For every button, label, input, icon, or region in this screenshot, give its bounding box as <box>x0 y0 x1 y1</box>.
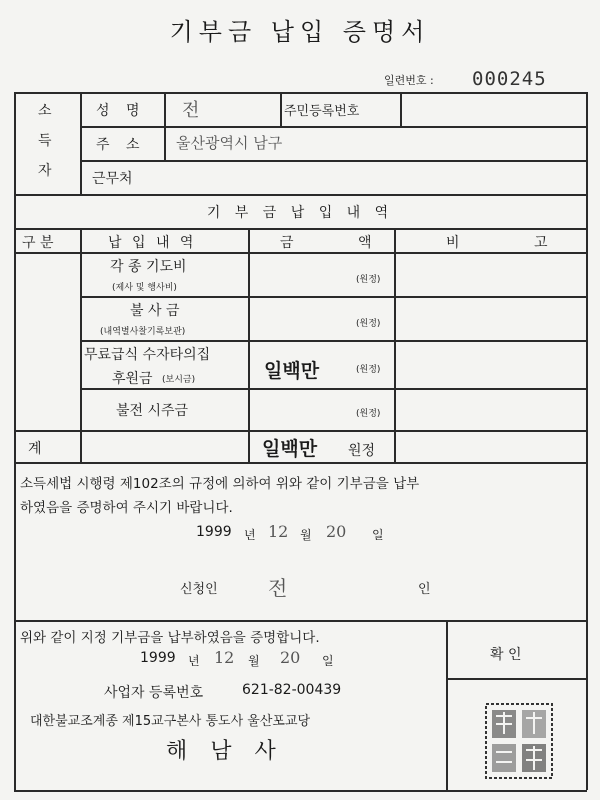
payer-label-deuk: 득 <box>38 133 52 149</box>
payer-label-so: 소 <box>38 103 52 119</box>
header-category: 구 분 <box>22 235 54 251</box>
statement-line1: 소득세법 시행령 제102조의 규정에 의하여 위와 같이 기부금을 납부 <box>20 476 420 492</box>
row1-unit: (원정) <box>356 275 381 285</box>
cert-day: 20 <box>280 648 301 667</box>
total-amount: 일백만 <box>262 438 318 460</box>
statement-day: 20 <box>326 522 347 541</box>
total-unit: 원정 <box>348 443 376 459</box>
applicant-seal-label: 인 <box>418 582 431 597</box>
serial-label: 일련번호 : <box>384 74 434 87</box>
header-amount: 금 액 <box>280 235 372 251</box>
row2-unit: (원정) <box>356 319 381 329</box>
row3-amount: 일백만 <box>264 360 320 382</box>
statement-day-unit: 일 <box>372 528 384 542</box>
address-value: 울산광역시 남구 <box>176 134 283 152</box>
statement-line2: 하였음을 증명하여 주시기 바랍니다. <box>20 500 233 516</box>
row3-main2: 후원금 <box>112 371 153 387</box>
statement-year: 1999 <box>196 524 232 540</box>
section-title: 기 부 금 납 입 내 역 <box>206 205 394 221</box>
document-title: 기부금 납입 증명서 <box>169 18 431 46</box>
name-value: 전 <box>182 100 200 121</box>
cert-year-unit: 년 <box>188 654 200 668</box>
statement-month: 12 <box>268 522 289 541</box>
row1-sub: (제사 및 행사비) <box>112 283 177 293</box>
statement-year-unit: 년 <box>244 528 256 542</box>
cert-month-unit: 월 <box>248 654 260 668</box>
row2-sub: (내역별사찰기록보관) <box>100 327 186 337</box>
confirm-label: 확 인 <box>490 647 522 663</box>
name-label: 성 명 <box>96 103 146 119</box>
statement-month-unit: 월 <box>300 528 312 542</box>
id-label: 주민등록번호 <box>284 104 360 119</box>
serial-number: 000245 <box>472 68 547 90</box>
row1-main: 각 종 기도비 <box>110 259 187 275</box>
total-label: 계 <box>28 441 42 457</box>
organization-name: 대한불교조계종 제15교구본사 통도사 울산포교당 <box>30 714 311 729</box>
certification-line: 위와 같이 지정 기부금을 납부하였음을 증명합니다. <box>20 630 320 646</box>
row3-sub: (보시금) <box>162 375 196 385</box>
row3-unit: (원정) <box>356 365 381 375</box>
cert-year: 1999 <box>140 650 176 666</box>
header-details: 납 입 내 역 <box>108 235 197 251</box>
row2-main: 불 사 금 <box>130 303 180 319</box>
address-label: 주 소 <box>96 137 146 153</box>
reg-label: 사업자 등록번호 <box>104 685 204 701</box>
row4-main: 불전 시주금 <box>116 403 189 419</box>
row4-unit: (원정) <box>356 409 381 419</box>
cert-day-unit: 일 <box>322 654 334 668</box>
applicant-label: 신청인 <box>180 582 218 597</box>
applicant-name: 전 <box>268 576 288 600</box>
header-remarks: 비 고 <box>446 235 548 251</box>
reg-value: 621-82-00439 <box>242 682 342 698</box>
payer-label-ja: 자 <box>38 163 52 179</box>
temple-seal-icon <box>484 702 554 780</box>
cert-month: 12 <box>214 648 235 667</box>
row3-main: 무료급식 수자타의집 <box>84 347 211 363</box>
temple-name: 해 남 사 <box>166 739 284 764</box>
workplace-label: 근무처 <box>92 171 133 187</box>
